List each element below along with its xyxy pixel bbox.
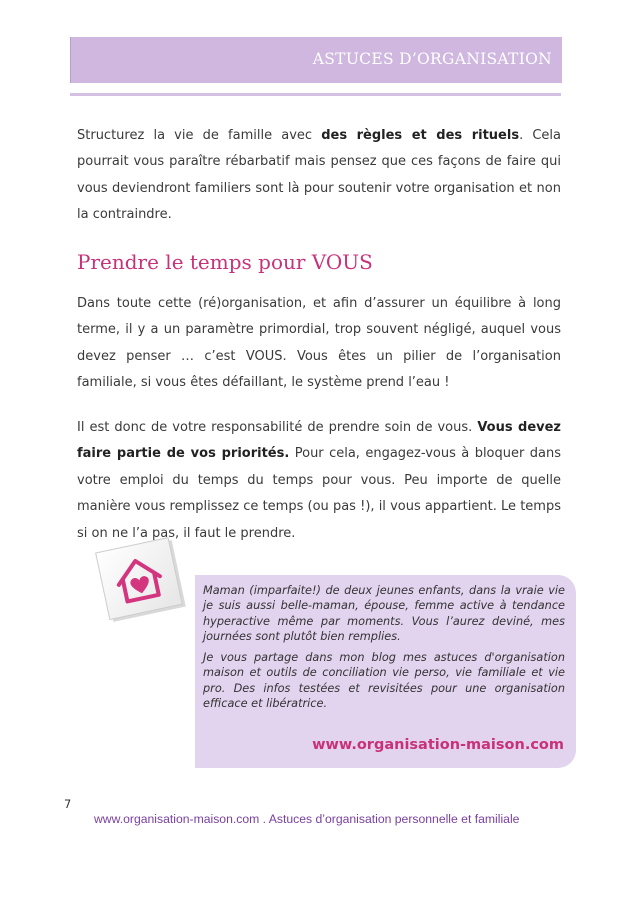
section-heading: Prendre le temps pour VOUS	[77, 250, 373, 274]
header-divider	[70, 93, 561, 96]
p2-text-end: Pour cela, engagez-vous à bloquer dans votre emploi du temps du temps pour vous. Peu importe de quelle manière vous remplissez ce temps (ou pas !), il vous appartient. Le temps si on ne l’a pas, il faut le prendre.	[77, 446, 561, 541]
header-band	[70, 37, 562, 83]
callout-blog: Je vous partage dans mon blog mes astuces d'organisation maison et outils de conciliation vie perso, vie familiale et vie pro. Des infos testées et revisitées pour une organisation efficace et libératrice.	[203, 651, 565, 711]
house-heart-icon	[84, 531, 190, 627]
p2-text-start: Il est donc de votre responsabilité de prendre soin de vous.	[77, 420, 478, 435]
header-title: ASTUCES D’ORGANISATION	[312, 50, 552, 68]
section-paragraph-1: Dans toute cette (ré)organisation, et afin d’assurer un équilibre à long terme, il y a un paramètre primordial, trop souvent négligé, auquel vous devez penser … c’est VOUS. Vous êtes un pilier de l’organisation familiale, si vous êtes défaillant, le système prend l’eau !	[77, 296, 561, 391]
intro-bold-text: des règles et des rituels	[321, 128, 520, 143]
intro-text-end: . Cela pourrait vous paraître rébarbatif mais pensez que ces façons de faire qui vous deviendront familiers sont là pour soutenir votre organisation et non la contraindre.	[77, 128, 562, 223]
p2-bold-text: Vous devez faire partie de vos priorités.	[77, 420, 561, 462]
page-number: 7	[64, 797, 72, 811]
callout-text	[203, 583, 565, 717]
author-callout	[195, 575, 576, 768]
section-paragraph-2	[77, 415, 561, 547]
callout-website-link[interactable]: www.organisation-maison.com	[312, 737, 564, 753]
callout-bio: Maman (imparfaite!) de deux jeunes enfants, dans la vraie vie je suis aussi belle-maman, épouse, femme active à tendance hyperactive même par moments. Vous l’aurez deviné, mes journées sont plutôt bien remplies.	[203, 584, 565, 643]
intro-paragraph	[77, 123, 561, 229]
footer-text: www.organisation-maison.com . Astuces d’organisation personnelle et familiale	[94, 812, 520, 826]
intro-text-start: Structurez la vie de famille avec	[77, 128, 322, 143]
